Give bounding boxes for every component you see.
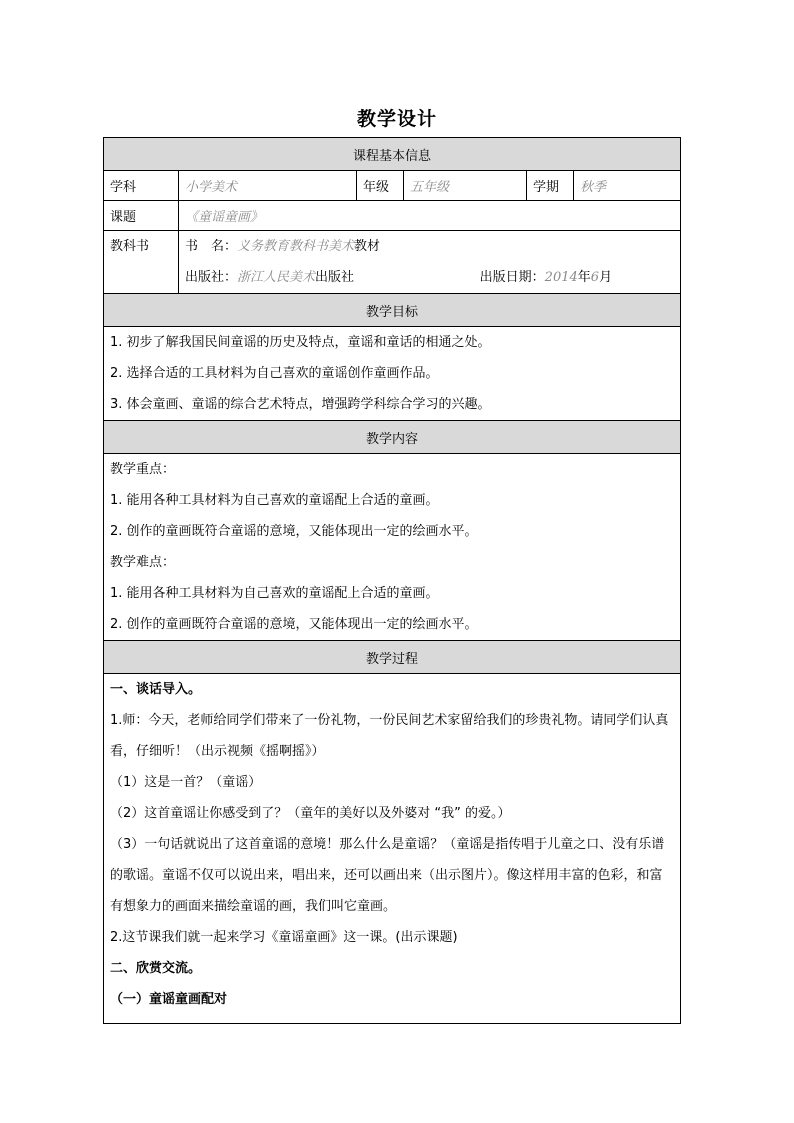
term-label: 学期 [527,171,574,201]
basic-info-header-row [104,138,681,171]
subsection-heading: （一）童谣童画配对 [110,992,228,1007]
publisher-label: 出版社： [185,270,238,285]
process-header: 教学过程 [104,641,681,674]
process-cell [104,674,681,1024]
subject-value: 小学美术 [179,171,357,201]
textbook-row [104,231,681,294]
goal-item: 2. 选择合适的工具材料为自己喜欢的童谣创作童画作品。 [110,366,439,381]
section-appreciation-heading: 二、欣赏交流。 [110,961,202,976]
difficult-point-item: 2. 创作的童画既符合童谣的意境，又能体现出一定的绘画水平。 [110,617,478,632]
subject-label: 学科 [104,171,179,201]
publisher-value: 浙江人民美术 [237,270,316,285]
book-name-value: 义务教育教科书美术 [237,239,355,254]
goals-header-row [104,294,681,327]
goals-row [104,327,681,421]
process-paragraph: 2.这节课我们就一起来学习《童谣童画》这一课。(出示课题) [110,930,458,945]
book-name-label: 书 名： [185,239,238,254]
grade-value: 五年级 [404,171,527,201]
pub-month-suffix: 月 [599,270,613,285]
goals-header: 教学目标 [104,294,681,327]
topic-value: 《童谣童画》 [179,201,681,231]
goal-item: 3. 体会童画、童谣的综合艺术特点，增强跨学科综合学习的兴趣。 [110,397,491,412]
content-cell [104,454,681,641]
subject-row [104,171,681,201]
process-row [104,674,681,1024]
publisher-suffix: 出版社 [315,270,355,285]
pub-month-value: 6 [590,270,600,285]
lesson-plan-table [103,137,681,1024]
textbook-info [179,231,681,294]
textbook-label: 教科书 [104,231,179,294]
content-header: 教学内容 [104,421,681,454]
difficult-point-item: 1. 能用各种工具材料为自己喜欢的童谣配上合适的童画。 [110,586,439,601]
content-header-row [104,421,681,454]
key-point-item: 1. 能用各种工具材料为自己喜欢的童谣配上合适的童画。 [110,493,439,508]
term-value: 秋季 [574,171,681,201]
pub-year-value: 2014 [544,270,578,285]
key-points-label: 教学重点： [110,462,176,477]
topic-label: 课题 [104,201,179,231]
goals-cell [104,327,681,421]
basic-info-header: 课程基本信息 [104,138,681,171]
question-item: （1）这是一首？（童谣） [110,775,262,790]
book-name-line [185,231,674,262]
question-item: （2）这首童谣让你感受到了？（童年的美好以及外婆对 “我” 的爱。） [110,806,511,821]
question-item: （3）一句话就说出了这首童谣的意境！那么什么是童谣？（童谣是指传唱于儿童之口、没有乐谱的歌谣。童谣不仅可以说出来，唱出来，还可以画出来（出示图片）。像这样用丰富的色彩，和富有想象力的画面来描绘童谣的画，我们叫它童画。 [110,837,665,914]
publisher-line [185,262,674,293]
process-header-row [104,641,681,674]
page-title: 教学设计 [356,108,437,130]
pub-date-group [480,262,674,293]
publisher-group [185,262,354,293]
content-row [104,454,681,641]
pub-year-suffix: 年 [577,270,591,285]
topic-row [104,201,681,231]
goal-item: 1. 初步了解我国民间童谣的历史及特点，童谣和童话的相通之处。 [110,335,491,350]
book-name-suffix: 教材 [354,239,381,254]
pub-date-label: 出版日期： [479,270,545,285]
process-paragraph: 1.师：今天，老师给同学们带来了一份礼物，一份民间艺术家留给我们的珍贵礼物。请同学们认真看，仔细听！（出示视频《摇啊摇》） [110,713,669,759]
section-intro-heading: 一、谈话导入。 [110,682,202,697]
grade-label: 年级 [357,171,404,201]
key-point-item: 2. 创作的童画既符合童谣的意境，又能体现出一定的绘画水平。 [110,524,478,539]
difficult-points-label: 教学难点： [110,555,176,570]
